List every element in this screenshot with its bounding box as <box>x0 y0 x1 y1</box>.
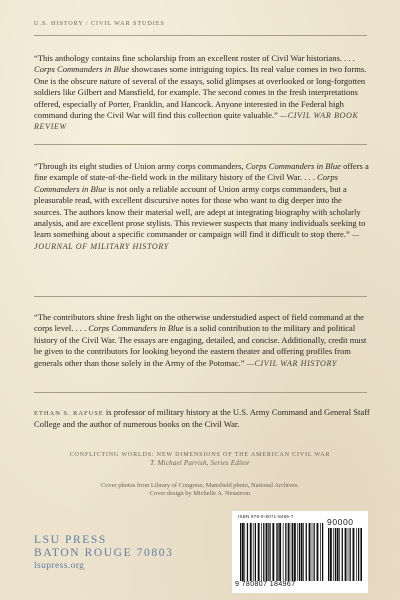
series-label: U.S. HISTORY / CIVIL WAR STUDIES <box>34 20 165 27</box>
publisher-name: LSU PRESS <box>34 534 107 546</box>
review-1 <box>34 53 370 133</box>
book-title-italic: Corps Commanders in Blue <box>245 161 341 171</box>
photo-credit: Cover photos from Library of Congress; Mansfield photo, National Archives. <box>101 482 299 489</box>
publisher-url: lsupress.org <box>34 561 85 571</box>
author-name: ETHAN S. RAFUSE <box>34 410 104 417</box>
review-text-segment: showcases some intriguing topics. Its real value comes in two forms. One is the obscure nature of several of the essays, solid glimpses at overlooked or long-forgotten soldiers like Gilbert and Mansfield, for example. The second comes in the fresh interpretations offered, especially of Porter, Franklin, and Hancock. Anyone interested in the Federal high command during the Civil War will find this collection quite valuable.” <box>34 64 367 121</box>
review-1-text <box>34 53 366 120</box>
publisher-city: BATON ROUGE 70803 <box>34 547 174 559</box>
review-1-source: —CIVIL WAR BOOK REVIEW <box>34 111 359 132</box>
review-text-segment: offers a fine example of state-of-the-field work in the military history of the Civil War. . . . <box>34 161 369 183</box>
review-2 <box>34 161 370 252</box>
review-divider-1 <box>34 144 367 145</box>
review-text-segment: is not only a reliable account of Union army corps commanders, but a pleasurable read, with excellent discursive notes for those who want to dig deeper into the sources. The authors know their material well, are adept at integrating biography with scholarly analysis, and are excellent prose stylists. This reviewer suspects that many individuals seeking to learn something about a specific commander or campaign will find it difficult to stop there.” <box>34 183 366 240</box>
cover-credits <box>0 482 400 498</box>
review-2-source: —JOURNAL OF MILITARY HISTORY <box>34 230 360 251</box>
book-title-italic: Corps Commanders in Blue <box>88 323 184 334</box>
barcode-digits: 9 780807 184967 <box>235 581 296 588</box>
barcode-ean-icon <box>240 523 324 581</box>
isbn-label: ISBN 978-0-8071-8496-7 <box>238 514 294 519</box>
review-3 <box>34 312 370 369</box>
review-3-source: —CIVIL WAR HISTORY <box>246 358 337 368</box>
author-bio <box>34 407 372 431</box>
review-text-segment: “Through its eight studies of Union army corps commanders, <box>34 161 246 171</box>
price-code: 90000 <box>327 517 354 527</box>
barcode-panel <box>232 511 368 593</box>
series-editor: T. Michael Parrish, Series Editor <box>150 459 250 468</box>
book-title-italic: Corps Commanders in Blue <box>34 172 338 194</box>
review-text-segment: “The contributors shine fresh light on the otherwise understudied aspect of field command at the corps level. . . . <box>34 312 364 334</box>
series-block <box>0 451 400 468</box>
barcode-addon-icon <box>328 528 362 581</box>
review-2-text <box>34 161 369 239</box>
publisher-block <box>34 534 173 573</box>
book-title-italic: Corps Commanders in Blue <box>34 64 130 75</box>
review-divider-2 <box>34 296 367 297</box>
review-text-segment: “This anthology contains fine scholarship from an excellent roster of Civil War historians. . . . <box>34 53 355 63</box>
design-credit: Cover design by Michelle A. Neustrom <box>149 490 251 498</box>
series-title: CONFLICTING WORLDS: NEW DIMENSIONS OF THE AMERICAN CIVIL WAR <box>69 452 331 458</box>
review-text-segment: is a solid contribution to the military and political history of the Civil War. The essays are engaging, detailed, and concise. Additionally, credit must be given to the contributors for looking beyond the eastern theater and offering profiles from generals other than those solely in the Army of the Potomac.” <box>34 323 367 368</box>
review-divider-3 <box>34 392 367 393</box>
author-bio-text: is professor of military history at the U.S. Army Command and General Staff College and the author of numerous books on the Civil War. <box>34 407 370 430</box>
top-divider <box>34 35 367 36</box>
